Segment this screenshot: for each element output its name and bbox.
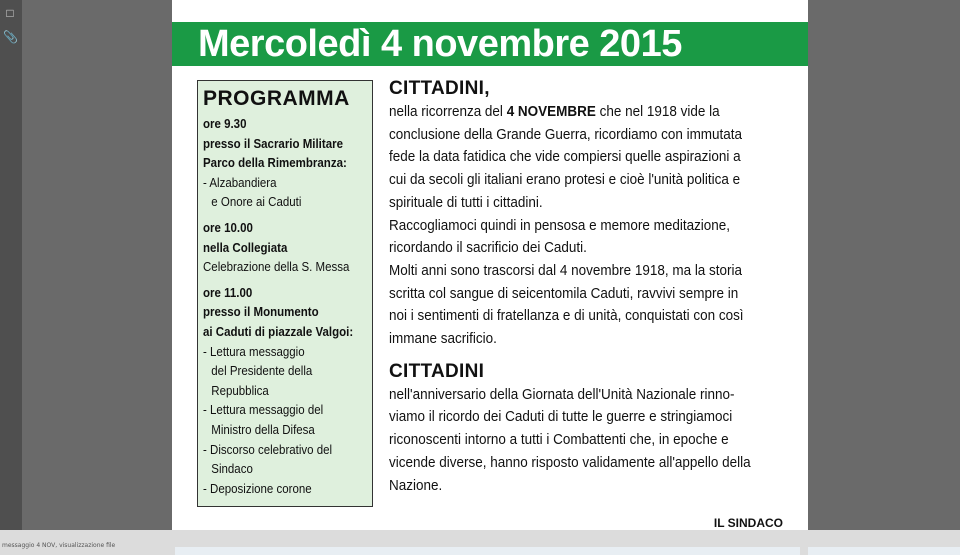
article-line: spirituale di tutti i cittadini. — [389, 194, 543, 211]
program-line: del Presidente della — [211, 364, 313, 379]
banner-title: Mercoledì 4 novembre 2015 — [198, 23, 682, 65]
program-line: - Deposizione corone — [203, 481, 312, 496]
date-banner — [172, 22, 808, 66]
program-line: ore 9.30 — [203, 117, 247, 131]
program-line: ore 10.00 — [203, 220, 253, 235]
article-line: fede la data fatidica che vide compiersi quelle aspirazioni a — [389, 149, 741, 166]
program-line: nella Collegiata — [203, 240, 288, 255]
article-line: immane sacrificio. — [389, 331, 497, 348]
horizontal-scrollbar[interactable] — [175, 547, 800, 555]
left-toolbar-rail — [0, 0, 23, 530]
article-line: vicende diverse, hanno risposto validamente all'appello della — [389, 454, 751, 471]
signature: IL SINDACO — [713, 516, 783, 530]
article-line: riconoscenti intorno a tutti i Combattenti che, in epoche e — [389, 432, 729, 449]
article-line: nell'anniversario della Giornata dell'Unità Nazionale rinno- — [389, 386, 735, 403]
article-line: nella ricorrenza del 4 NOVEMBRE che nel 1918 vide la — [389, 104, 720, 120]
article-line: viamo il ricordo dei Caduti di tutte le guerre e stringiamoci — [389, 409, 733, 426]
program-line: Ministro della Difesa — [211, 422, 315, 437]
page-icon[interactable]: □ — [6, 6, 14, 20]
article-line: scritta col sangue di seicentomila Caduti, ravvivi sempre in — [389, 285, 739, 302]
scrollbar-track-right[interactable] — [808, 547, 960, 555]
program-line: Sindaco — [211, 462, 253, 477]
article-line: noi i sentimenti di fratellanza e di unità, conquistati con così — [389, 308, 744, 325]
section2-heading: CITTADINI — [389, 360, 485, 382]
section1-body — [389, 101, 785, 351]
status-text: messaggio 4 NOV, visualizzazione file — [2, 542, 116, 549]
program-line: - Alzabandiera — [203, 175, 277, 190]
section1-heading: CITTADINI, — [389, 78, 490, 99]
program-title: PROGRAMMA — [203, 87, 350, 110]
program-line: e Onore ai Caduti — [211, 195, 302, 210]
article-line: Molti anni sono trascorsi dal 4 novembre 1918, ma la storia — [389, 262, 743, 279]
article-line: Raccogliamoci quindi in pensosa e memore meditazione, — [389, 217, 731, 234]
article-line: conclusione della Grande Guerra, ricordiamo con immutata — [389, 126, 743, 143]
section2-body — [389, 384, 785, 498]
program-line: presso il Monumento — [203, 305, 319, 320]
program-line: Celebrazione della S. Messa — [203, 260, 350, 275]
program-line: - Lettura messaggio — [203, 344, 305, 359]
program-line: presso il Sacrario Militare — [203, 136, 343, 151]
paperclip-icon[interactable]: 📎 — [3, 30, 18, 44]
program-box — [197, 80, 373, 507]
program-line: Parco della Rimembranza: — [203, 156, 347, 171]
program-line: Repubblica — [211, 383, 269, 398]
program-line: ore 11.00 — [203, 285, 253, 300]
program-line: - Discorso celebrativo del — [203, 442, 333, 457]
program-line: ai Caduti di piazzale Valgoi: — [203, 324, 354, 339]
article-line: Nazione. — [389, 477, 443, 494]
program-list — [203, 115, 367, 499]
program-line: - Lettura messaggio del — [203, 403, 324, 418]
article-line: ricordando il sacrificio dei Caduti. — [389, 240, 587, 257]
article — [389, 78, 785, 497]
document-page — [172, 0, 808, 530]
emphasis: 4 NOVEMBRE — [506, 104, 596, 120]
article-line: cui da secoli gli italiani erano protesi e cioè l'unità politica e — [389, 172, 741, 189]
